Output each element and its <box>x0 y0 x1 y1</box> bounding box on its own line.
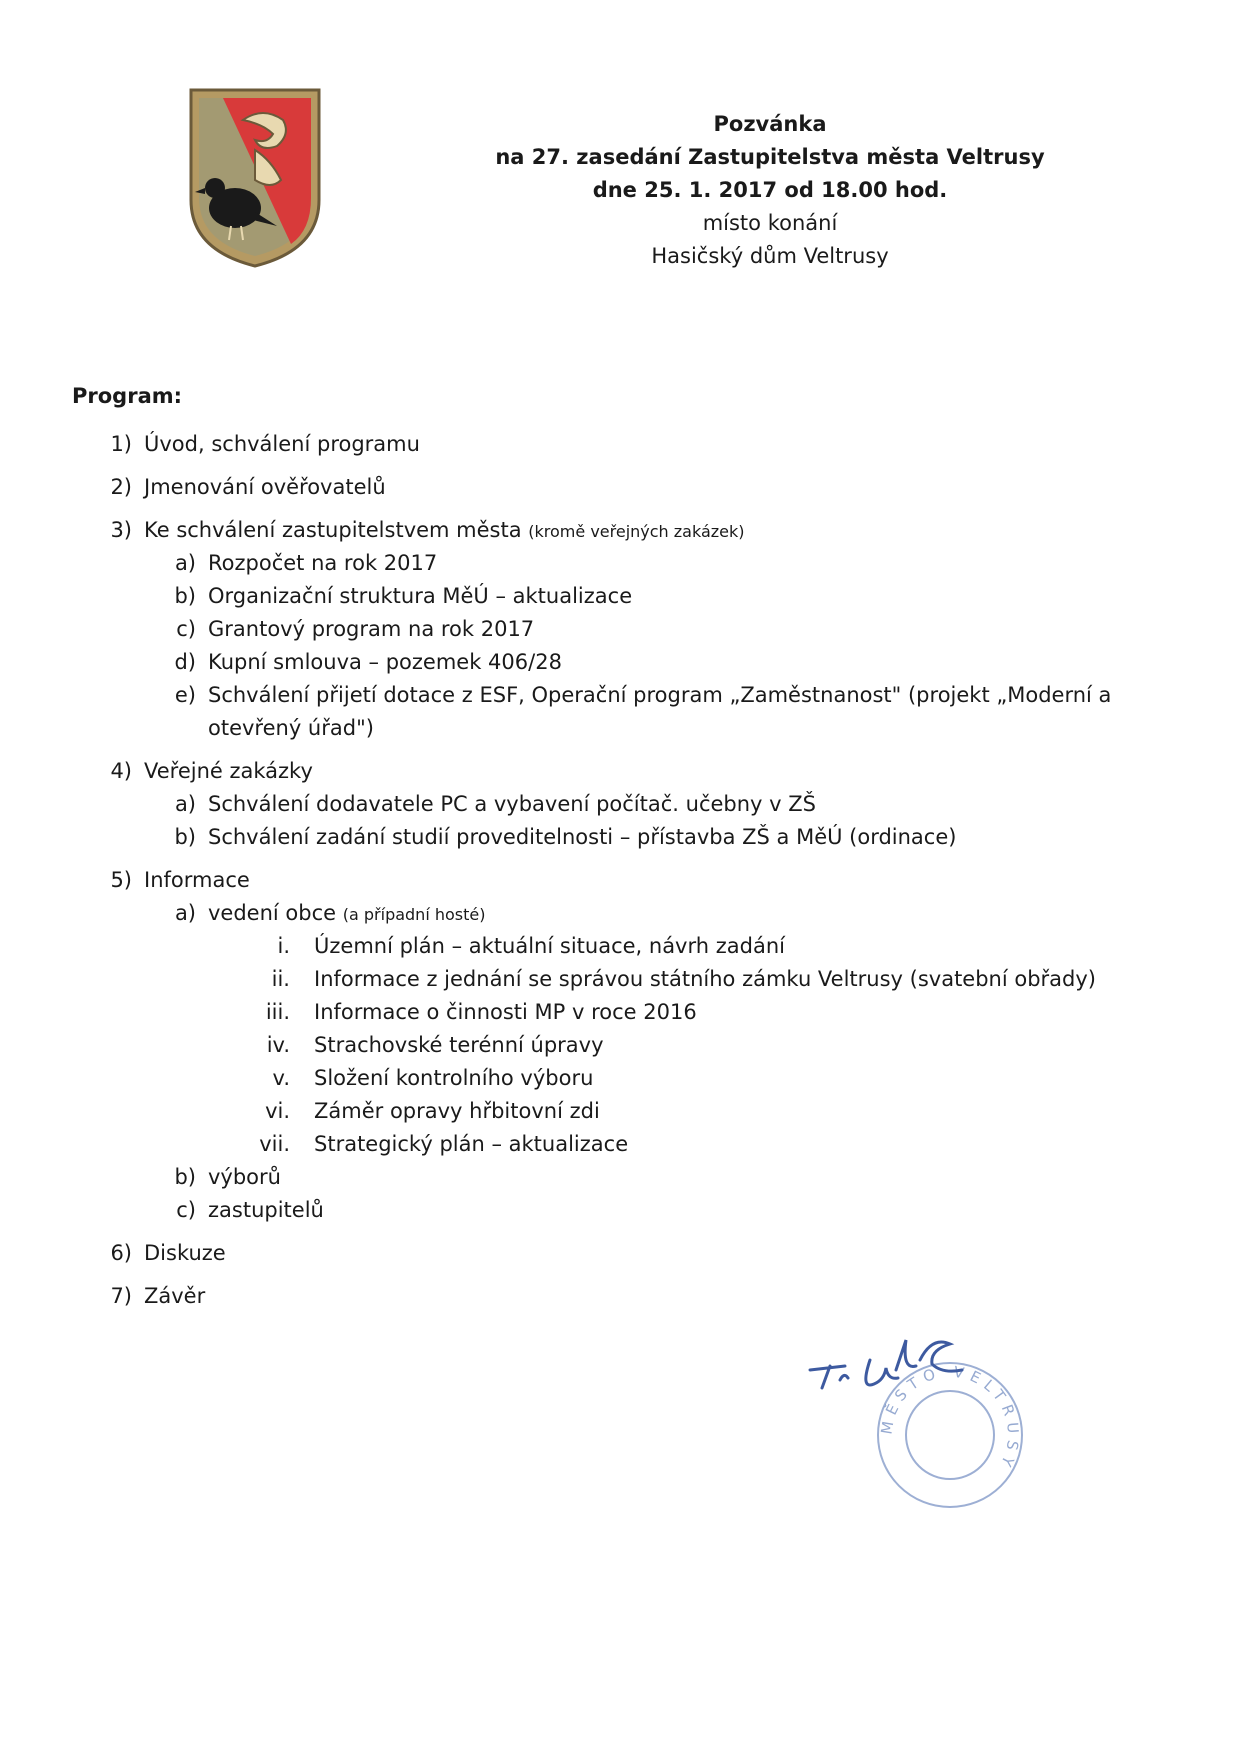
sub-marker: c) <box>176 617 196 641</box>
sub-text: zastupitelů <box>208 1198 324 1222</box>
invitation-header <box>460 108 1080 273</box>
sub-sub-item-vi <box>250 1097 600 1125</box>
stamp-text-path: MĚSTO VELTRUSY <box>877 1362 1023 1475</box>
item-text: Informace <box>144 868 250 892</box>
item-marker: 5) <box>110 868 132 892</box>
invitation-title: Pozvánka <box>713 112 827 136</box>
item-text: Jmenování ověřovatelů <box>144 475 386 499</box>
sub-item-3b <box>170 582 632 610</box>
sub-sub-text: Informace o činnosti MP v roce 2016 <box>314 1000 697 1024</box>
program-item-1 <box>104 430 420 458</box>
sub-text: Grantový program na rok 2017 <box>208 617 535 641</box>
sub-text: Organizační struktura MěÚ – aktualizace <box>208 584 633 608</box>
meeting-name: na 27. zasedání Zastupitelstva města Veltrusy <box>495 145 1045 169</box>
stamp-text <box>877 1363 1022 1475</box>
item-marker: 2) <box>110 475 132 499</box>
sub-note: (a případní hosté) <box>342 905 486 924</box>
sub-item-5a <box>170 899 485 929</box>
item-marker: 1) <box>110 432 132 456</box>
sub-item-3e-continuation: otevřený úřad") <box>208 716 374 740</box>
program-item-3 <box>104 516 745 546</box>
sub-sub-text: Územní plán – aktuální situace, návrh zadání <box>314 934 785 958</box>
item-text: Veřejné zakázky <box>144 759 313 783</box>
program-item-6 <box>104 1239 226 1267</box>
item-marker: 3) <box>110 518 132 542</box>
sub-marker: c) <box>176 1198 196 1222</box>
program-heading: Program: <box>72 384 183 408</box>
sub-sub-item-iv <box>250 1031 604 1059</box>
program-item-5 <box>104 866 250 894</box>
item-text: Ke schválení zastupitelstvem města <box>144 518 522 542</box>
sub-sub-text: Záměr opravy hřbitovní zdi <box>314 1099 600 1123</box>
program-item-7 <box>104 1282 205 1310</box>
venue-label: místo konání <box>702 211 838 235</box>
sub-sub-text: Strachovské terénní úpravy <box>314 1033 604 1057</box>
sub-marker: b) <box>174 584 196 608</box>
roman-marker: vi. <box>265 1099 290 1123</box>
roman-marker: i. <box>277 934 290 958</box>
sub-item-3a <box>170 549 437 577</box>
item-text: Diskuze <box>144 1241 226 1265</box>
roman-marker: iv. <box>266 1033 290 1057</box>
roman-marker: ii. <box>271 967 290 991</box>
item-text: Úvod, schválení programu <box>144 432 420 456</box>
sub-item-3c <box>170 615 534 643</box>
sub-sub-text: Složení kontrolního výboru <box>314 1066 594 1090</box>
meeting-date: dne 25. 1. 2017 od 18.00 hod. <box>592 178 948 202</box>
sub-marker: a) <box>174 901 196 925</box>
sub-text: vedení obce <box>208 901 337 925</box>
roman-marker: v. <box>272 1066 290 1090</box>
sub-item-3e <box>170 681 1111 709</box>
item-text: Závěr <box>144 1284 206 1308</box>
sub-sub-item-ii <box>250 965 1096 993</box>
sub-sub-text: Informace z jednání se správou státního zámku Veltrusy (svatební obřady) <box>314 967 1097 991</box>
item-marker: 4) <box>110 759 132 783</box>
sub-sub-text: Strategický plán – aktualizace <box>314 1132 629 1156</box>
sub-text: Schválení zadání studií proveditelnosti – přístavba ZŠ a MěÚ (ordinace) <box>208 825 957 849</box>
sub-item-4a <box>170 790 816 818</box>
sub-sub-item-v <box>250 1064 593 1092</box>
item-marker: 6) <box>110 1241 132 1265</box>
program-item-4 <box>104 757 313 785</box>
sub-marker: e) <box>174 683 196 707</box>
item-marker: 7) <box>110 1284 132 1308</box>
sub-item-5c <box>170 1196 324 1224</box>
sub-sub-item-iii <box>250 998 697 1026</box>
item-note: (kromě veřejných zakázek) <box>528 522 745 541</box>
sub-marker: a) <box>174 551 196 575</box>
sub-marker: b) <box>174 1165 196 1189</box>
venue-name: Hasičský dům Veltrusy <box>651 244 889 268</box>
roman-marker: iii. <box>265 1000 290 1024</box>
sub-text: Kupní smlouva – pozemek 406/28 <box>208 650 562 674</box>
sub-sub-item-vii <box>250 1130 628 1158</box>
sub-text: Schválení dodavatele PC a vybavení počítač. učebny v ZŠ <box>208 792 816 816</box>
sub-item-3d <box>170 648 562 676</box>
coat-of-arms-emblem <box>183 80 327 270</box>
sub-text: výborů <box>208 1165 281 1189</box>
sub-text: Schválení přijetí dotace z ESF, Operační program „Zaměstnanost" (projekt „Moderní a <box>208 683 1112 707</box>
sub-item-4b <box>170 823 956 851</box>
program-item-2 <box>104 473 386 501</box>
sub-text: Rozpočet na rok 2017 <box>208 551 438 575</box>
signature-stamp <box>800 1330 1070 1520</box>
sub-marker: b) <box>174 825 196 849</box>
sub-item-5b <box>170 1163 281 1191</box>
sub-sub-item-i <box>250 932 785 960</box>
sub-marker: a) <box>174 792 196 816</box>
sub-marker: d) <box>174 650 196 674</box>
roman-marker: vii. <box>259 1132 290 1156</box>
